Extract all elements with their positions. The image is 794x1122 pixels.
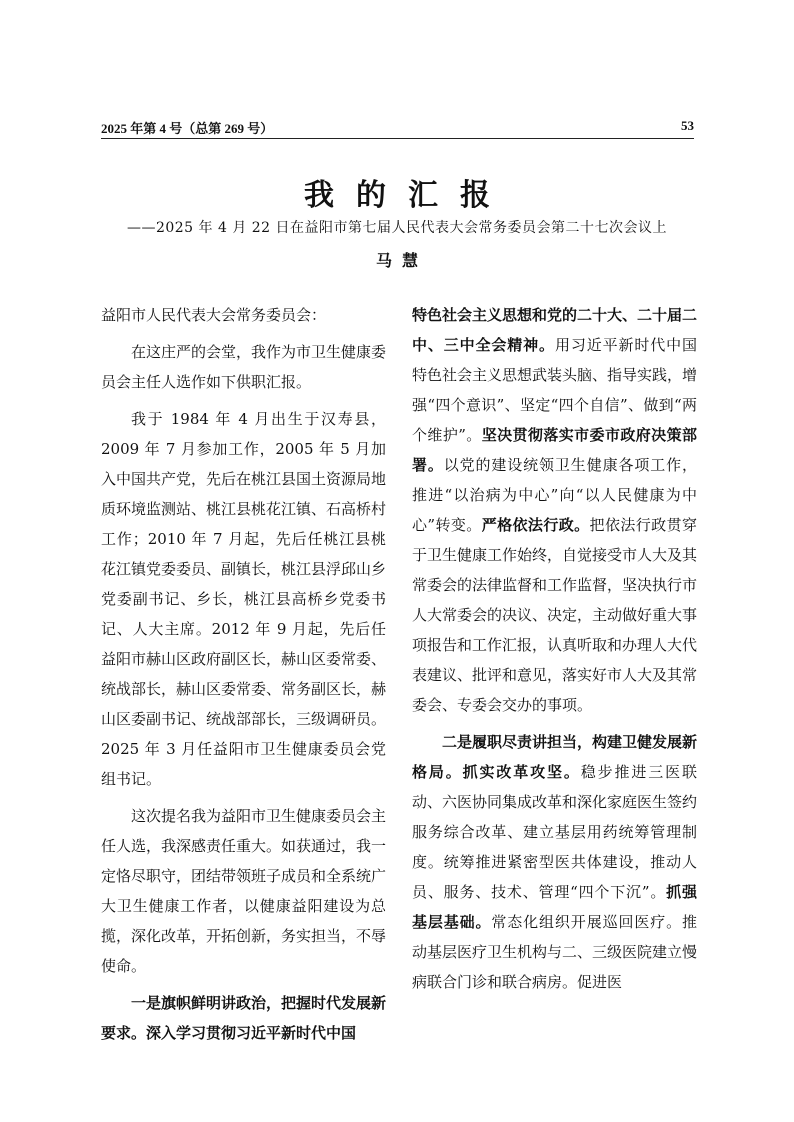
body-text: 常态化组织开展巡回医疗。推动基层医疗卫生机构与二、三级医院建立慢病联合门诊和联合病房。促进医 [412,913,698,991]
article-subtitle: ——2025 年 4 月 22 日在益阳市第七届人民代表大会常务委员会第二十七次会议上 [126,220,668,236]
section-one-continuation [412,300,697,720]
right-column [412,300,697,1004]
bold-phrase-law: 严格依法行政。 [481,516,590,534]
issue-label: 2025 年第 4 号（总第 269 号） [101,121,274,136]
commitment-paragraph: 这次提名我为益阳市卫生健康委员会主任人选，我深感责任重大。如获通过，我一定恪尽职守，团结带领班子成员和全系统广大卫生健康工作者，以健康益阳建设为总揽，深化改革，开拓创新，务实担当，不辱使命。 [101,807,387,975]
article-author: 马慧 [375,251,428,270]
section-one-heading: 一是旗帜鲜明讲政治，把握时代发展新要求。深入学习贯彻习近平新时代中国 [101,994,387,1042]
page-number: 53 [681,118,694,133]
section-one-paragraph [101,988,386,1048]
bold-phrase-implement: 坚决贯彻落实市委市政府决策部署。 [412,426,697,474]
section-two-heading: 二是履职尽责讲担当，构建卫健发展新格局。抓实改革攻坚。 [412,733,698,781]
intro-paragraph: 在这庄严的会堂，我作为市卫生健康委员会主任人选作如下供职汇报。 [101,343,387,391]
salutation: 益阳市人民代表大会常务委员会： [101,306,327,324]
bold-phrase-grassroots: 抓强基层基础。 [412,883,697,931]
body-text: 以党的建设统领卫生健康各项工作，推进“以治病为中心”向“以人民健康为中心”转变。 [412,456,697,534]
bold-phrase-thought: 特色社会主义思想和党的二十大、二十届二中、三中全会精神。 [412,306,698,354]
running-header [101,118,694,138]
body-text: 用习近平新时代中国特色社会主义思想武装头脑、指导实践，增强“四个意识”、坚定“四个自信”、做到“两个维护”。 [412,336,698,444]
section-two-paragraph [412,727,697,997]
header-divider [101,138,694,139]
left-column [101,300,386,1055]
article-title: 我的汇报 [304,178,512,213]
body-text: 稳步推进三医联动、六医协同集成改革和深化家庭医生签约服务综合改革、建立基层用药统筹管理制度。统筹推进紧密型医共体建设，推动人员、服务、技术、管理“四个下沉”。 [412,763,698,901]
body-text: 把依法行政贯穿于卫生健康工作始终，自觉接受市人大及其常委会的法律监督和工作监督，坚决执行市人大常委会的决议、决定，主动做好重大事项报告和工作汇报，认真听取和办理人大代表建议、批评和意见，落实好市人大及其常委会、专委会交办的事项。 [412,516,698,714]
biography-paragraph: 我于 1984 年 4 月出生于汉寿县，2009 年 7 月参加工作，2005 年 5 月加入中国共产党，先后在桃江县国土资源局地质环境监测站、桃江县桃花江镇、石高桥村工作；2010 年 7 月起，先后任桃江县桃花江镇党委委员、副镇长，桃江县浮邱山乡党委副书记、乡长，桃江县高桥乡党委书记、人大主席。2012 年 9 月起，先后任益阳市赫山区政府副区长，赫山区委常委、统战部长，赫山区委常委、常务副区长，赫山区委副书记、统战部部长，三级调研员。2025 年 3 月任益阳市卫生健康委员会党组书记。 [101,410,387,788]
